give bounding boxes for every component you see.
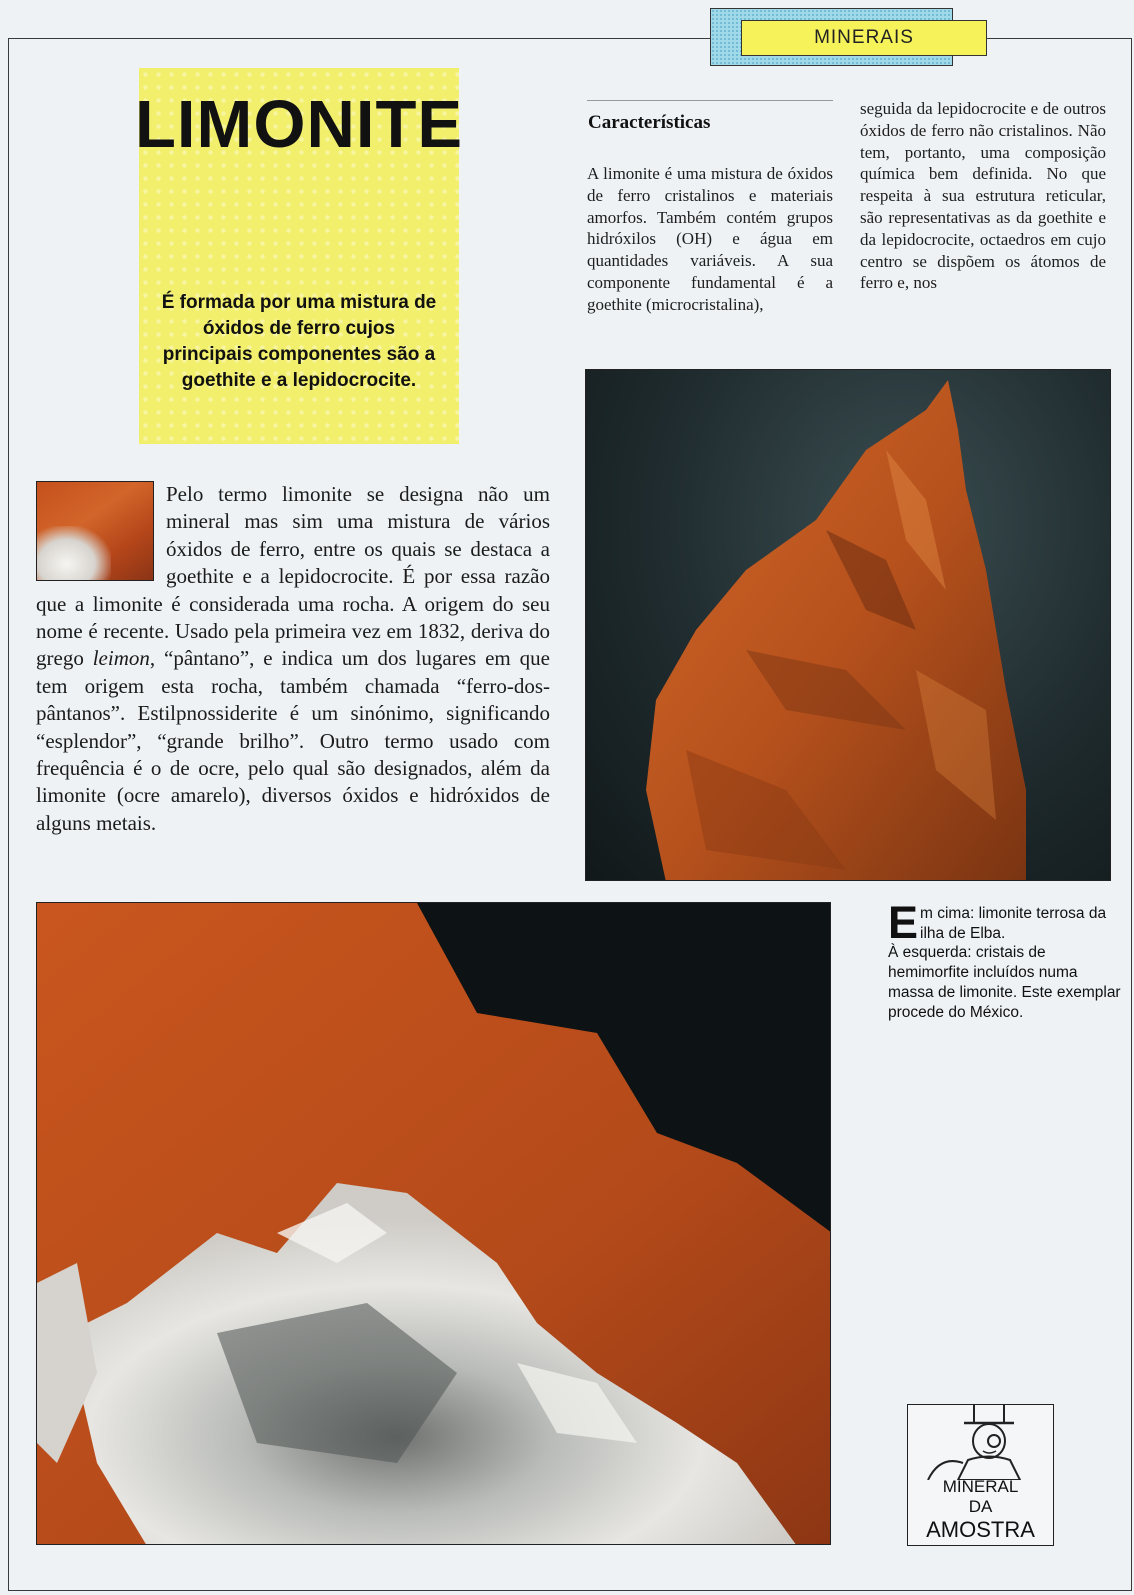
characteristics-column-1: A limonite é uma mistura de óxidos de ferro cristalinos e materiais amorfos. Também contém grupos hidróxilos (OH) e água em quantidades variáveis. A sua componente fundamental é a goethite (microcristalina), [587, 164, 833, 314]
logo-line-da: DA [968, 1497, 993, 1516]
section-tag: MINERAIS [741, 20, 987, 56]
caption-line-1: m cima: limonite terrosa da ilha de Elba. [920, 905, 1107, 942]
page-title: LIMONITE [135, 87, 464, 162]
mineral-da-amostra-logo [907, 1404, 1054, 1546]
limonite-photo-top [585, 369, 1111, 881]
caption-line-2: À esquerda: cristais de hemimorfite incluídos numa massa de limonite. Este exemplar procede do México. [888, 944, 1121, 1021]
photo-caption [888, 897, 1124, 1022]
body-text [36, 481, 550, 837]
limonite-specimen-drawing [586, 370, 1111, 881]
thumbnail-spacer [36, 481, 166, 585]
lead-text: É formada por uma mistura de óxidos de ferro cujos principais componentes são a goethite e a lepidocrocite. [161, 292, 437, 391]
characteristics-column-2: seguida da lepidocrocite e de outros óxidos de ferro não cristalinos. Não tem, portanto, uma composição química bem definida. No que respeita à sua estrutura reticular, são representativas as da goethite e da lepidocrocite, octaedros em cujo centro se dispõem os átomos de ferro e, nos [860, 99, 1106, 293]
characteristics-heading: Características [588, 112, 711, 133]
logo-line-mineral: MINERAL [942, 1477, 1019, 1496]
hemimorphite-photo [36, 902, 831, 1545]
body-text-part-2: , “pântano”, e indica um dos lugares em que tem origem esta rocha, também chamada “ferro-dos-pântanos”. Estilpnossiderite é um sinónimo, significando “esplendor”, “grande brilho”. Outro termo usado com frequência é o de ocre, pelo qual são designados, além da limonite (ocre amarelo), diversos óxidos e hidróxidos de alguns metais. [36, 646, 550, 835]
collector-with-magnifier-icon [908, 1405, 1055, 1480]
section-rule [587, 100, 833, 101]
logo-line-amostra: AMOSTRA [926, 1517, 1035, 1542]
hemimorphite-specimen-drawing [37, 903, 831, 1545]
body-italic-word: leimon [92, 646, 150, 671]
caption-drop-cap: E [888, 897, 919, 948]
body-text-part-1: Pelo termo limonite se designa não um mineral mas sim uma mistura de vários óxidos de ferro, entre os quais se destaca a goethite e a lepidocrocite. É por essa razão que a limonite é considerada uma rocha. A origem do seu nome é recente. Usado pela primeira vez em 1832, deriva do grego [36, 482, 550, 671]
